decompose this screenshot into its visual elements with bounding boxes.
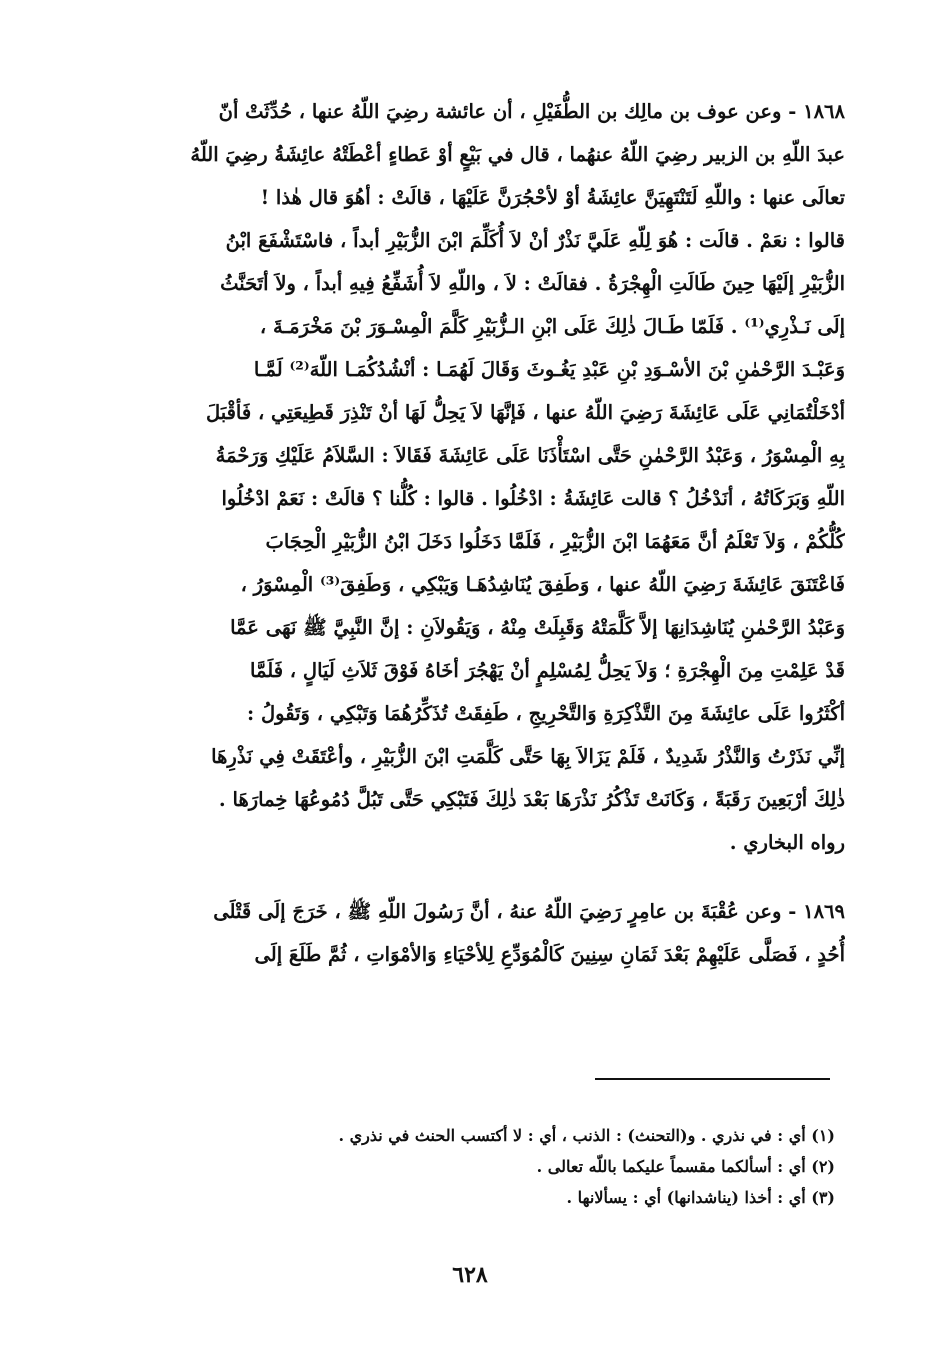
text-line: وَعَبْـدَ الرَّحْمٰنِ بْنَ الأسْـوَدِ بْنِ عَبْدِ يَغُـوثَ وَقَالَ لَهُمَـا : أنْشُدُكُمَـا اللّهَ⁽²⁾ لَمَّـا bbox=[253, 358, 845, 381]
paragraph-gap bbox=[110, 864, 845, 890]
text-line: قَدْ عَلِمْتِ مِنَ الْهِجْرَةِ ؛ وَلاَ يَحِلُّ لِمُسْلِمٍ أنْ يَهْجُرَ أخَاهُ فَوْقَ ثَلاَثِ لَيَالٍ ، فَلَمَّا bbox=[250, 659, 845, 682]
text-line: قالوا : نعَمْ . قالَت : هُوَ لِلّهِ عَلَيَّ نَذْرٌ أنْ لاَ أُكَلِّمَ ابْنَ الزُّبَيْرِ أبداً ، فاسْتَشْفَعَ ابْنُ bbox=[225, 229, 845, 252]
main-text bbox=[110, 90, 845, 976]
text-line: إلَى نَـذْرِي⁽¹⁾ . فَلَمّا طَـالَ ذٰلِكَ عَلَى ابْنِ الـزُّبَيْرِ كَلَّمَ الْمِسْـوَرَ بْنَ مَخْرَمَـةَ ، bbox=[259, 315, 845, 338]
footnotes bbox=[300, 1120, 835, 1213]
text-line: أدْخَلْتُمَانِي عَلَى عَائِشَةَ رَضِيَ اللّهُ عنها ، فَإنَّهَا لاَ يَحِلُّ لَهَا أنْ تَنْذِرَ قَطِيعَتِي ، فَأقْبَلَ bbox=[205, 401, 845, 424]
footnote-separator bbox=[595, 1078, 830, 1080]
hadith-number: ١٨٦٩ - bbox=[788, 900, 845, 923]
page-number: ٦٢٨ bbox=[452, 1262, 488, 1288]
footnote: (٢) أي : أسألكما مقسماً عليكما باللّه تعالى . bbox=[536, 1157, 835, 1176]
text-line: فَاعْتَنَقَ عَائِشَةَ رَضِيَ اللّهُ عنها ، وَطَفِقَ يُنَاشِدُهَـا وَيَبْكِي ، وَطَفِقَ⁽³⁾ الْمِسْوَرُ ، bbox=[240, 573, 845, 596]
text-line: عبدَ اللّهِ بن الزبير رضِيَ اللّهُ عنهُما ، قال في بَيْعٍ أوْ عَطاءٍ أعْطَتْهُ عائِشَةُ رضِيَ اللّهُ bbox=[190, 143, 845, 166]
text-line: بِهِ الْمِسْوَرُ ، وَعَبْدُ الرَّحْمٰنِ حَتَّى اسْتَأْذَنَا عَلَى عَائِشَةَ فَقَالاَ : السَّلاَمُ عَلَيْكِ وَرَحْمَةُ bbox=[215, 444, 845, 467]
text-line: الزُّبَيْرِ إلَيْهَا حِينَ طَالَتِ الْهِجْرَةُ . فقالَتْ : لاَ ، واللّهِ لاَ أُشَفِّعُ فِيهِ أبداً ، ولاَ أتَحَنَّثُ bbox=[220, 272, 845, 295]
text-line: وَعَبْدُ الرَّحْمٰنِ يُنَاشِدَانِهَا إلاَّ كَلَّمَتْهُ وَقَبِلَتْ مِنْهُ ، وَيَقُولاَنِ : إنَّ النَّبِيَّ ﷺ نَهَى عَمَّا bbox=[230, 616, 845, 639]
hadith-number: ١٨٦٨ - bbox=[788, 100, 845, 123]
text-line: ذٰلِكَ أرْبَعِينَ رَقَبَةً ، وَكَانَتْ تَذْكُرُ نَذْرَهَا بَعْدَ ذٰلِكَ فَتَبْكِي حَتَّى تَبُلَّ دُمُوعُهَا خِمارَهَا . bbox=[218, 788, 845, 811]
text-line: اللّهِ وَبَرَكَاتُهُ ، أنَدْخُلُ ؟ قالت عَائِشَةُ : ادْخُلُوا . قالوا : كُلُّنا ؟ قالَتْ : نَعَمْ ادْخُلُوا bbox=[221, 487, 845, 510]
text-line: تعالَى عنها : واللّهِ لَتَنْتَهِيَنَّ عائِشَةُ أوْ لأحْجُرَنَّ عَلَيْهَا ، قالَتْ : أهُوَ قال هٰذا ! bbox=[260, 186, 845, 209]
text-line: إنِّي نَذَرْتُ وَالنَّذْرُ شَدِيدٌ ، فَلَمْ يَزَالاَ بِهَا حَتَّى كَلَّمَتِ ابْنَ الزُّبَيْرِ ، وأعْتَقَتْ فِي نَذْرِهَا bbox=[211, 745, 845, 768]
footnote: (٣) أي : أخذا (يناشدانها) أي : يسألانها . bbox=[566, 1188, 835, 1207]
text-line: أُحُدٍ ، فَصَلَّى عَلَيْهِمْ بَعْدَ ثَمَانِ سِنِينَ كَالْمُوَدِّعِ لِلأحْيَاءِ وَالأمْوَاتِ ، ثُمَّ طَلَعَ إلَى bbox=[254, 943, 845, 966]
text-line: ١٨٦٨ - وعن عوف بن مالِك بن الطُّفَيْلِ ، أن عائشة رضِيَ اللّهُ عنها ، حُدِّثَتْ أنّ bbox=[218, 100, 845, 123]
footnote: (١) أي : في نذري . و(التحنث) : الذنب ، أي : لا أكتسب الحنث في نذري . bbox=[338, 1126, 835, 1145]
text-line: ١٨٦٩ - وعن عُقْبَةَ بن عامِرٍ رَضِيَ اللّهُ عنهُ ، أنَّ رَسُولَ اللّهِ ﷺ ، خَرَجَ إلَى قَتْلَى bbox=[213, 900, 845, 923]
text-line: كُلُّكُمْ ، وَلاَ تَعْلَمُ أنَّ مَعَهُمَا ابْنَ الزُّبَيْرِ ، فَلَمَّا دَخَلُوا دَخَلَ ابْنُ الزُّبَيْرِ الْحِجَابَ bbox=[265, 530, 845, 553]
text-line: أكْثَرُوا عَلَى عائِشَةَ مِنَ التَّذْكِرَةِ وَالتَّحْرِيجِ ، طَفِقَتْ تُذَكِّرُهُمَا وَتَبْكِي ، وَتَقُولُ : bbox=[247, 702, 845, 725]
source-line: رواه البخاري . bbox=[729, 831, 845, 854]
